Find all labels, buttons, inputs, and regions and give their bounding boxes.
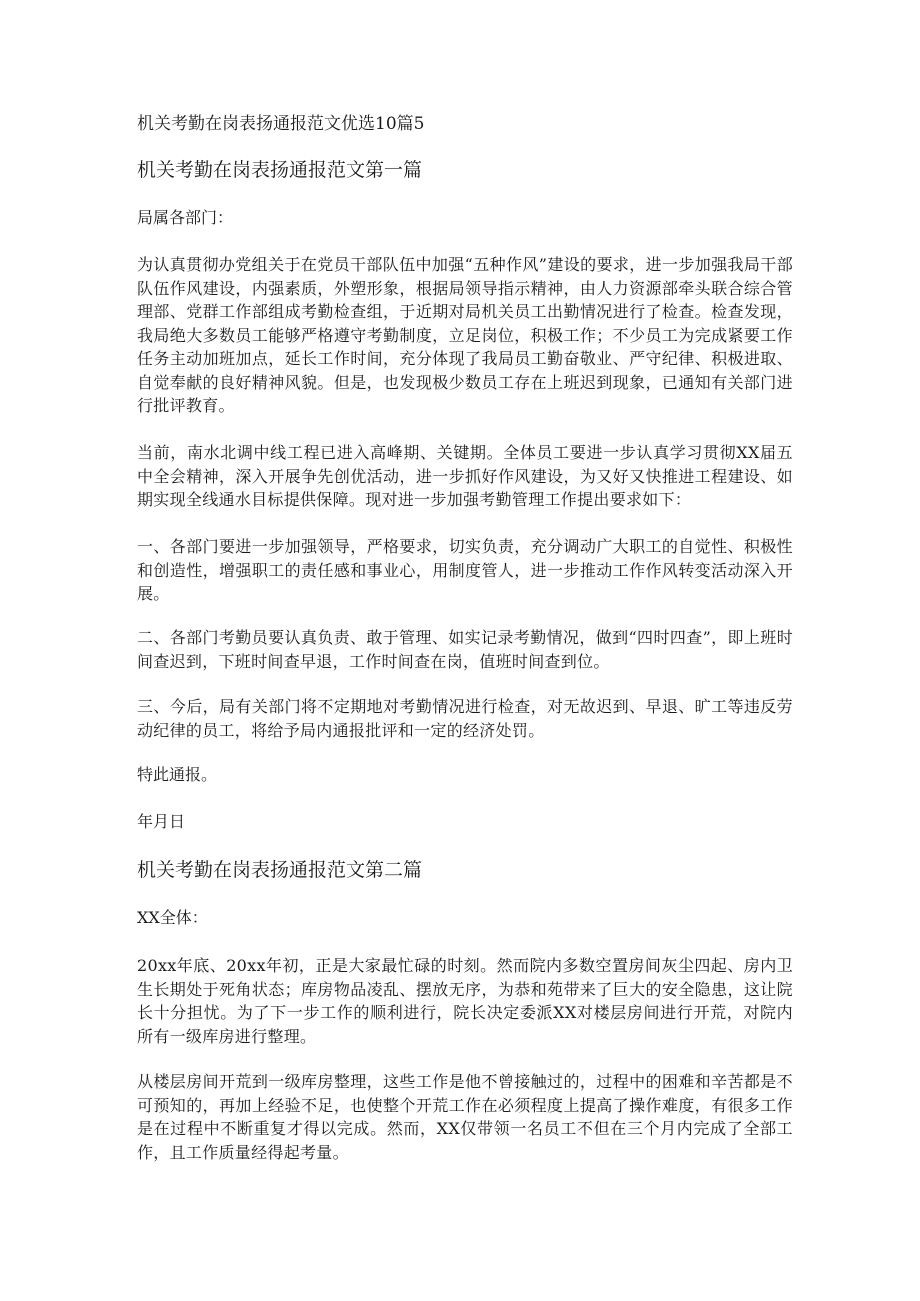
section-1-date: 年月日: [137, 812, 186, 831]
section-1-paragraph-1: 为认真贯彻办党组关于在党员干部队伍中加强“五种作风”建设的要求，进一步加强我局干部队伍作风建设，内强素质，外塑形象，根据局领导指示精神，由人力资源部牵头联合综合管理部、党群工作部组成考勤检查组，于近期对局机关员工出勤情况进行了检查。检查发现，我局绝大多数员工能够严格遵守考勤制度，立足岗位，积极工作；不少员工为完成紧要工作任务主动加班加点，延长工作时间，充分体现了我局员工勤奋敬业、严守纪律、积极进取、自觉奉献的良好精神风貌。但是，也发现极少数员工存在上班迟到现象，已通知有关部门进行批评教育。: [137, 255, 793, 415]
section-1-paragraph-4: 二、各部门考勤员要认真负责、敢于管理、如实记录考勤情况，做到“四时四查”，即上班时间查迟到，下班时间查早退，工作时间查在岗，值班时间查到位。: [137, 628, 793, 671]
section-1-paragraph-3: 一、各部门要进一步加强领导，严格要求，切实负责，充分调动广大职工的自觉性、积极性和创造性，增强职工的责任感和事业心，用制度管人，进一步推动工作作风转变活动深入开展。: [137, 537, 793, 603]
section-1-salutation: 局属各部门：: [137, 208, 234, 227]
document-title: 机关考勤在岗表扬通报范文优选10篇5: [137, 114, 425, 134]
section-2-salutation: XX全体：: [137, 908, 208, 927]
section-2-heading: 机关考勤在岗表扬通报范文第二篇: [137, 859, 423, 881]
section-1-heading: 机关考勤在岗表扬通报范文第一篇: [137, 159, 423, 181]
section-1-closing: 特此通报。: [137, 765, 218, 784]
section-2-paragraph-2: 从楼层房间开荒到一级库房整理，这些工作是他不曾接触过的，过程中的困难和辛苦都是不可预知的，再加上经验不足，也使整个开荒工作在必须程度上提高了操作难度，有很多工作是在过程中不断重复才得以完成。然而，XX仅带领一名员工不但在三个月内完成了全部工作，且工作质量经得起考量。: [137, 1072, 793, 1162]
section-1-paragraph-2: 当前，南水北调中线工程已进入高峰期、关键期。全体员工要进一步认真学习贯彻XX届五中全会精神，深入开展争先创优活动，进一步抓好作风建设，为又好又快推进工程建设、如期实现全线通水目标提供保障。现对进一步加强考勤管理工作提出要求如下：: [137, 443, 793, 509]
section-1-paragraph-5: 三、今后，局有关部门将不定期地对考勤情况进行检查，对无故迟到、早退、旷工等违反劳动纪律的员工，将给予局内通报批评和一定的经济处罚。: [137, 697, 793, 740]
section-2-paragraph-1: 20xx年底、20xx年初，正是大家最忙碌的时刻。然而院内多数空置房间灰尘四起、房内卫生长期处于死角状态；库房物品凌乱、摆放无序，为恭和苑带来了巨大的安全隐患，这让院长十分担忧。为了下一步工作的顺利进行，院长决定委派XX对楼层房间进行开荒，对院内所有一级库房进行整理。: [137, 956, 793, 1046]
